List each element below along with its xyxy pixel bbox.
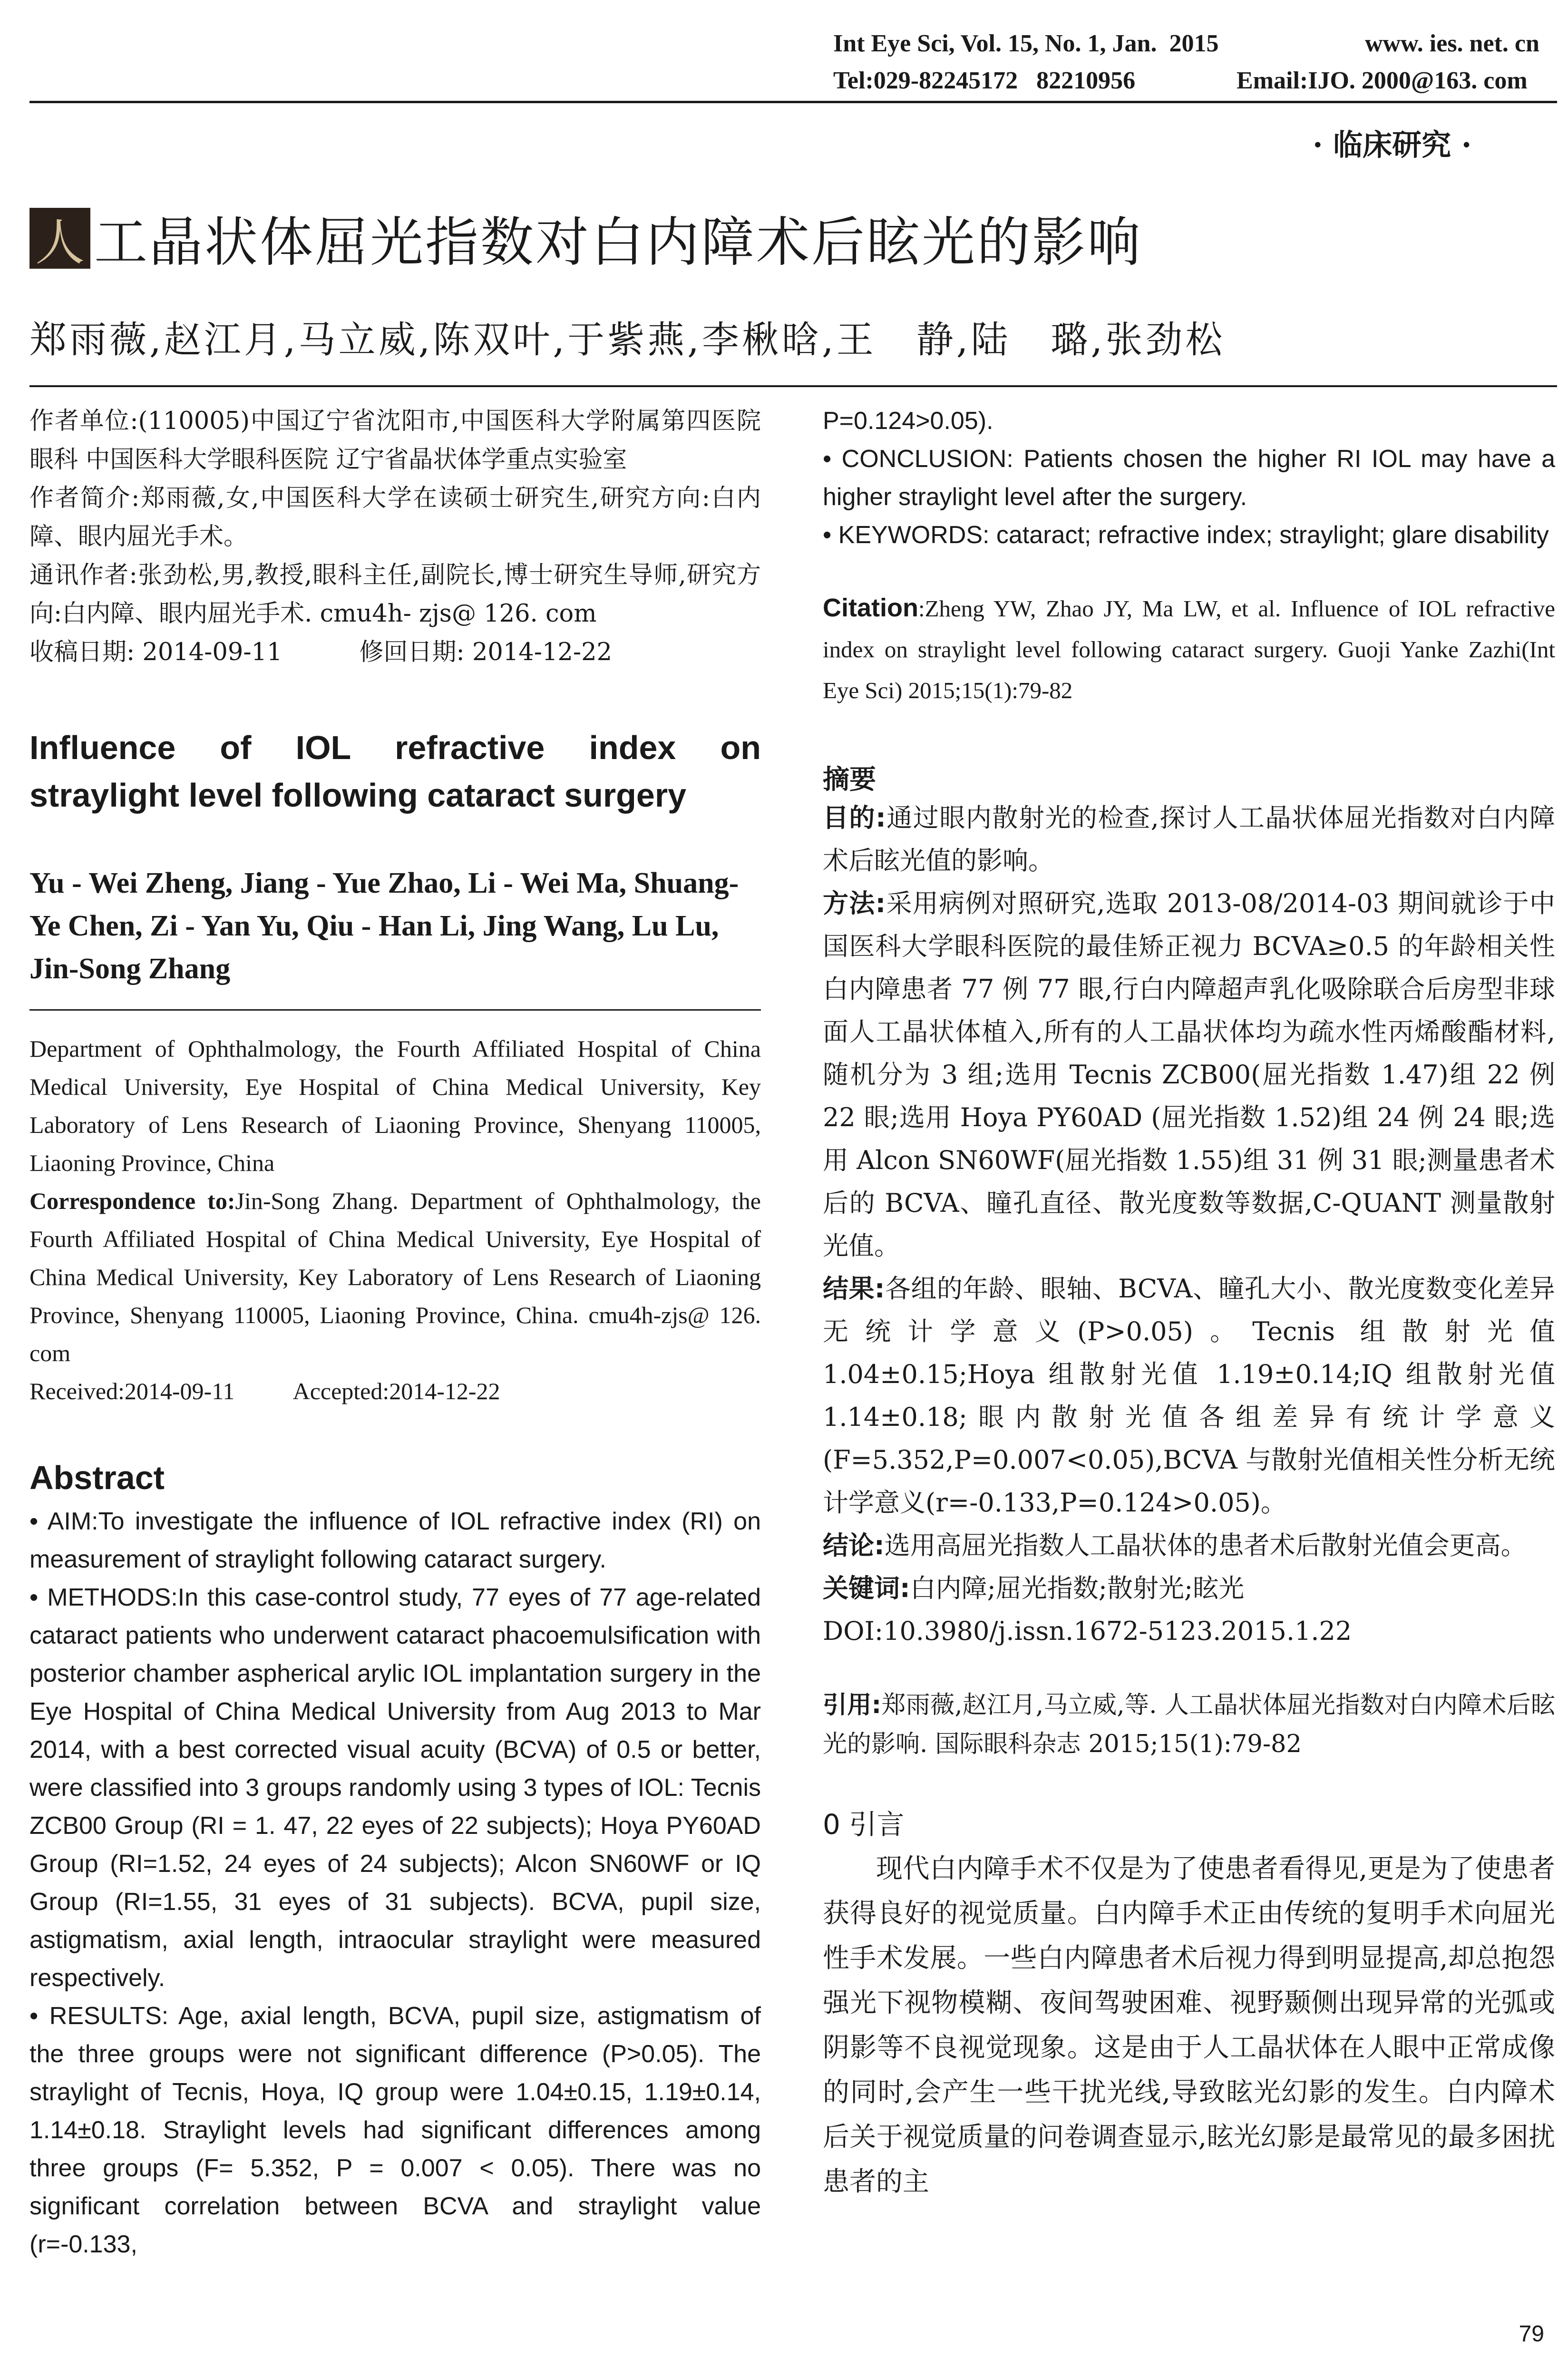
cn-meta bbox=[29, 402, 761, 672]
citation-text: :Zheng YW, Zhao JY, Ma LW, et al. Influence of IOL refractive index on straylight level following cataract surgery. Guoji Yanke Zazhi(Int Eye Sci) 2015;15(1):79-82 bbox=[823, 595, 1555, 703]
author-bio-cn: 作者简介:郑雨薇,女,中国医科大学在读硕士研究生,研究方向:白内障、眼内屈光手术。 bbox=[29, 484, 761, 551]
cn-aim: 目的:通过眼内散射光的检查,探讨人工晶状体屈光指数对白内障术后眩光值的影响。 bbox=[823, 803, 1555, 876]
page-number: 79 bbox=[1519, 2321, 1544, 2347]
abstract-body bbox=[29, 1502, 761, 2263]
abstract-heading: Abstract bbox=[29, 1459, 165, 1496]
abstract-keywords: • KEYWORDS: cataract; refractive index; straylight; glare disability bbox=[823, 521, 1549, 549]
cn-citation-label: 引用: bbox=[823, 1691, 882, 1719]
intro-heading: 0 引言 bbox=[823, 1808, 905, 1841]
corresponding-author-cn: 通讯作者:张劲松,男,教授,眼科主任,副院长,博士研究生导师,研究方向:白内障、眼内屈光手术. cmu4h- zjs@ 126. com bbox=[29, 561, 761, 628]
cn-abstract-body bbox=[823, 797, 1555, 1653]
english-title-line-2: straylight level following cataract surgery bbox=[29, 777, 686, 814]
english-title-line-1: Influence of IOL refractive index on bbox=[29, 729, 761, 766]
title-initial: 人 bbox=[29, 208, 90, 269]
authors-rule bbox=[29, 1009, 761, 1011]
cn-methods-label: 方法: bbox=[823, 888, 886, 918]
article-title bbox=[29, 200, 1142, 276]
abstract-results: • RESULTS: Age, axial length, BCVA, pupil size, astigmatism of the three groups were not significant difference (P>0.05). The straylight of Tecnis, Hoya, IQ group were 1.04±0.15, 1.19±0.14, 1.14±0.18. Straylight levels had significant differences among three groups (F= 5.352, P = 0.007 < 0.05). There was no significant correlation between BCVA and straylight value (r=-0.133, bbox=[29, 2002, 761, 2258]
cn-aim-label: 目的: bbox=[823, 803, 886, 833]
citation bbox=[823, 587, 1555, 711]
journal-tel: Tel:029-82245172 82210956 bbox=[833, 67, 1136, 94]
journal-email: Email:IJO. 2000@163. com bbox=[1237, 67, 1528, 94]
cn-citation: 引用:郑雨薇,赵江月,马立威,等. 人工晶状体屈光指数对白内障术后眩光的影响. 国际眼科杂志 2015;15(1):79-82 bbox=[823, 1691, 1555, 1758]
cn-methods: 方法:采用病例对照研究,选取 2013-08/2014-03 期间就诊于中国医科大学眼科医院的最佳矫正视力 BCVA≥0.5 的年龄相关性白内障患者 77 例 77 眼,行白内障超声乳化吸除联合后房型非球面人工晶状体植入,所有的人工晶状体均为疏水性丙烯酸酯材料,随机分为 3 组;选用 Tecnis ZCB00(屈光指数 1.47)组 22 例 22 眼;选用 Hoya PY60AD (屈光指数 1.52)组 24 例 24 眼;选用 Alcon SN60WF(屈光指数 1.55)组 31 例 31 眼;测量患者术后的 BCVA、瞳孔直径、散光度数等数据,C-QUANT 测量散射光值。 bbox=[823, 888, 1555, 1261]
journal-website: www. ies. net. cn bbox=[1365, 30, 1539, 57]
cn-conclusion: 结论:选用高屈光指数人工晶状体的患者术后散射光值会更高。 bbox=[823, 1530, 1527, 1560]
intro-paragraph: 现代白内障手术不仅是为了使患者看得见,更是为了使患者获得良好的视觉质量。白内障手术正由传统的复明手术向屈光性手术发展。一些白内障患者术后视力得到明显提高,却总抱怨强光下视物模糊、夜间驾驶困难、视野颞侧出现异常的光弧或阴影等不良视觉现象。这是由于人工晶状体在人眼中正常成像的同时,会产生一些干扰光线,导致眩光幻影的发生。白内障术后关于视觉质量的问卷调查显示,眩光幻影是最常见的最多困扰患者的主 bbox=[823, 1853, 1555, 2197]
journal-info: Int Eye Sci, Vol. 15, No. 1, Jan. 2015 bbox=[833, 30, 1219, 57]
correspondence-text: Jin-Song Zhang. Department of Ophthalmology, the Fourth Affiliated Hospital of China Medical University, Eye Hospital of China Medical University, Key Laboratory of Lens Research of Liaoning Province, Shenyang 110005, Liaoning Province, China. cmu4h-zjs@ 126. com bbox=[29, 1188, 761, 1366]
english-title bbox=[29, 724, 761, 819]
cn-abstract-heading: 摘要 bbox=[823, 764, 876, 795]
left-column bbox=[29, 402, 761, 2263]
abstract-aim: • AIM:To investigate the influence of IOL refractive index (RI) on measurement of straylight following cataract surgery. bbox=[29, 1508, 761, 1573]
doi: DOI:10.3980/j.issn.1672-5123.2015.1.22 bbox=[823, 1616, 1352, 1646]
right-column bbox=[823, 402, 1555, 2204]
english-authors: Yu - Wei Zheng, Jiang - Yue Zhao, Li - Wei Ma, Shuang- Ye Chen, Zi - Yan Yu, Qiu - Han Li, Jing Wang, Lu Lu, Jin-Song Zhang bbox=[29, 867, 739, 985]
abstract-results-cont: P=0.124>0.05). bbox=[823, 407, 993, 435]
english-affiliation: Department of Ophthalmology, the Fourth Affiliated Hospital of China Medical University, Eye Hospital of China Medical University, Key Laboratory of Lens Research of Liaoning Province, Shenyang 110005, Liaoning Province, China bbox=[29, 1035, 761, 1176]
cn-keywords-label: 关键词: bbox=[823, 1573, 910, 1603]
correspondence-label: Correspondence to: bbox=[29, 1188, 235, 1214]
abstract-methods: • METHODS:In this case-control study, 77 eyes of 77 age-related cataract patients who underwent cataract phacoemulsification with posterior chamber aspherical arylic IOL implantation surgery in the Eye Hospital of China Medical University from Aug 2013 to Mar 2014, with a best corrected visual acuity (BCVA) of 0.5 or better, were classified into 3 groups randomly using 3 types of IOL: Tecnis ZCB00 Group (RI = 1. 47, 22 eyes of 22 subjects); Hoya PY60AD Group (RI=1.52, 24 eyes of 24 subjects); Alcon SN60WF or IQ Group (RI=1.55, 31 eyes of 31 subjects). BCVA, pupil size, astigmatism, axial length, intraocular straylight were measured respectively. bbox=[29, 1584, 761, 1992]
cn-keywords: 关键词:白内障;屈光指数;散射光;眩光 bbox=[823, 1573, 1245, 1603]
section-tag: · 临床研究 · bbox=[1313, 127, 1472, 162]
title-text: 工晶状体屈光指数对白内障术后眩光的影响 bbox=[94, 212, 1142, 273]
english-affiliation-block bbox=[29, 1030, 761, 1410]
affiliation-cn: 作者单位:(110005)中国辽宁省沈阳市,中国医科大学附属第四医院眼科 中国医科大学眼科医院 辽宁省晶状体学重点实验室 bbox=[29, 407, 761, 474]
dates-cn: 收稿日期: 2014-09-11 修回日期: 2014-12-22 bbox=[29, 638, 612, 666]
header-rule bbox=[29, 101, 1557, 103]
cn-results-label: 结果: bbox=[823, 1274, 885, 1304]
title-rule bbox=[29, 385, 1557, 387]
citation-label: Citation bbox=[823, 594, 918, 622]
cn-results: 结果:各组的年龄、眼轴、BCVA、瞳孔大小、散光度数变化差异无统计学意义(P>0.05)。Tecnis 组散射光值 1.04±0.15;Hoya 组散射光值 1.19±0.14;IQ 组散射光值 1.14±0.18;眼内散射光值各组差异有统计学意义(F=5.352,P=0.007<0.05),BCVA 与散射光值相关性分析无统计学意义(r=-0.133,P=0.124>0.05)。 bbox=[823, 1274, 1555, 1518]
abstract-conclusion: • CONCLUSION: Patients chosen the higher RI IOL may have a higher straylight level after the surgery. bbox=[823, 445, 1555, 511]
cn-conclusion-label: 结论: bbox=[823, 1530, 885, 1560]
correspondence bbox=[29, 1182, 761, 1372]
authors-cn: 郑雨薇,赵江月,马立威,陈双叶,于紫燕,李楸晗,王 静,陆 璐,张劲松 bbox=[29, 319, 1226, 361]
received-accepted: Received:2014-09-11 Accepted:2014-12-22 bbox=[29, 1378, 500, 1404]
abstract-body-cont bbox=[823, 402, 1555, 554]
